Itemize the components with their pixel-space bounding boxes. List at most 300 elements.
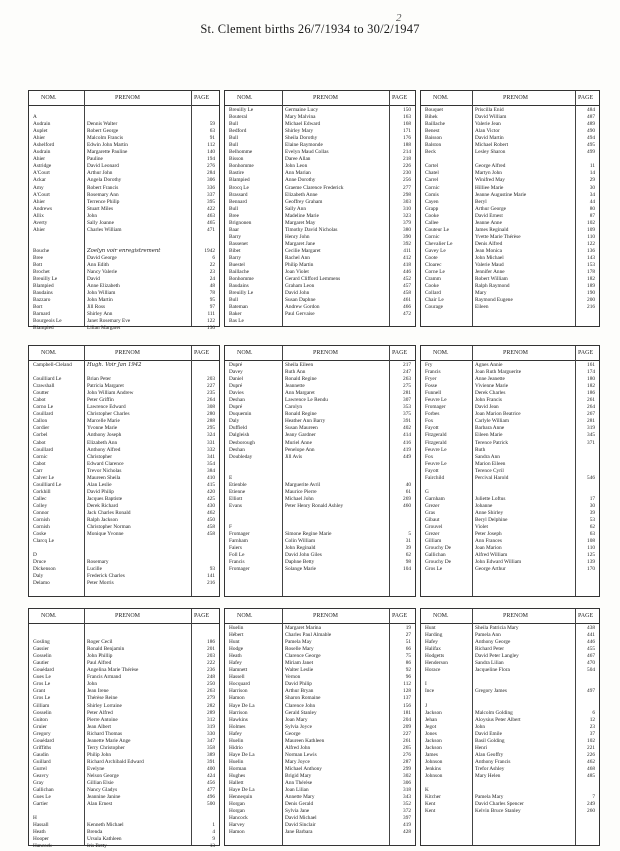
entry-cell: 410	[207, 474, 215, 481]
entry-cell: 194	[207, 156, 215, 163]
entry-cell: 109	[587, 226, 595, 233]
entry-cell	[33, 107, 83, 114]
entry-cell: 343	[403, 794, 411, 801]
entry-cell	[193, 107, 215, 114]
entry-cell: 222	[207, 660, 215, 667]
entry-cell: Annette Mary	[285, 794, 315, 801]
page-column	[577, 107, 595, 311]
entry-cell: 446	[403, 269, 411, 276]
column-header-prenom: PRENOM	[313, 95, 339, 101]
entry-cell: Deshan	[229, 397, 245, 404]
entry-cell: Farnham	[229, 538, 248, 545]
entry-cell: Margarette Pauline	[87, 149, 128, 156]
entry-cell	[475, 482, 577, 489]
entry-cell: 30	[589, 502, 595, 509]
entry-cell: Terry Christopher	[87, 744, 125, 751]
entry-cell: 217	[403, 362, 411, 368]
column-header-page: PAGE	[392, 95, 408, 101]
entry-cell: Sylvia Jane	[285, 808, 310, 815]
entry-cell: Graeme Clarence Frederick	[285, 184, 344, 191]
entry-cell: Jackson	[425, 709, 442, 716]
entry-cell: 458	[403, 290, 411, 297]
entry-cell: Huelin	[229, 625, 244, 631]
entry-cell: Aloysius Peter Albert	[475, 716, 521, 723]
entry-cell: 190	[587, 290, 595, 297]
entry-cell: Coutter	[33, 390, 49, 397]
entry-cell: 472	[403, 311, 411, 318]
entry-cell: Ashelford	[33, 142, 55, 149]
entry-cell: Brassard	[229, 191, 248, 198]
entry-cell: Jones	[425, 730, 437, 737]
entry-cell: Trevor Nicholas	[87, 467, 122, 474]
column-header-prenom: PRENOM	[115, 95, 141, 101]
entry-cell: Henderson	[425, 660, 448, 667]
entry-cell: Gues Le	[33, 794, 51, 801]
entry-cell: 303	[403, 198, 411, 205]
entry-cell: 419	[403, 446, 411, 453]
entry-cell: Valerie Maud	[475, 262, 504, 269]
entry-cell: Sandra Ann	[475, 453, 500, 460]
entry-cell: 261	[403, 737, 411, 744]
column-header-row	[421, 346, 599, 361]
entry-cell: Ronald Regine	[285, 411, 317, 418]
entry-cell: Cortel	[425, 163, 439, 170]
entry-cell	[391, 510, 411, 517]
entry-cell: Connor	[33, 509, 49, 516]
entry-cell: 477	[207, 787, 215, 794]
entry-cell: Cabot	[33, 439, 46, 446]
entry-cell: 93	[209, 566, 215, 573]
entry-cell: Gros Le	[425, 566, 443, 573]
column-header-page: PAGE	[578, 350, 594, 356]
entry-cell: Johnson	[425, 772, 443, 779]
entry-cell: 281	[403, 390, 411, 397]
entry-cell: Corno Le	[33, 404, 54, 411]
entry-cell: David Charles Spencer	[475, 801, 524, 808]
entry-cell: Alfred John	[285, 744, 311, 751]
entry-cell: Percival Harold	[475, 474, 509, 481]
entry-cell: Andrews	[33, 205, 53, 212]
entry-cell: Vernon	[285, 674, 301, 681]
entry-cell: Ruth Ann	[285, 369, 306, 376]
column-header-row	[225, 91, 415, 106]
entry-cell	[87, 808, 191, 815]
entry-cell: Fayott	[425, 467, 439, 474]
entry-cell: Gues Le	[33, 674, 51, 681]
register-section	[28, 90, 220, 332]
entry-cell: John Edward William	[475, 559, 522, 566]
entry-cell: Grouchy De	[425, 559, 452, 566]
entry-cell: Ronald Benjamin	[87, 646, 125, 653]
entry-cell: Ahier	[33, 135, 46, 142]
entry-cell: 275	[403, 383, 411, 390]
entry-cell	[87, 625, 191, 632]
entry-cell	[391, 475, 411, 482]
entry-cell: John Phillip	[87, 653, 113, 660]
entry-cell: 458	[207, 524, 215, 531]
entry-cell: Hooper	[33, 836, 49, 843]
entry-cell: Agnes Annie	[475, 362, 503, 368]
entry-cell: 485	[587, 772, 595, 779]
entry-cell: Robert Francis	[87, 184, 119, 191]
entry-cell: 6	[212, 254, 215, 261]
entry-cell: Thérèse Reine	[87, 695, 118, 702]
entry-cell: 201	[207, 646, 215, 653]
entry-cell: David George	[87, 254, 117, 261]
entry-cell: Fayott	[425, 425, 439, 432]
entry-cell	[229, 461, 281, 468]
entry-cell: Chatel	[425, 170, 439, 177]
entry-cell: Couillard	[33, 446, 54, 453]
entry-cell: Kent	[425, 801, 436, 808]
entry-cell	[391, 517, 411, 524]
entry-cell: Auplet	[33, 128, 48, 135]
entry-cell: 23	[209, 269, 215, 276]
entry-cell: Peter Morris	[87, 580, 114, 587]
entry-cell: 44	[589, 198, 595, 205]
entry-cell: 249	[587, 801, 595, 808]
entry-cell: Hamon	[229, 829, 245, 836]
entry-cell: Jacques Baptiste	[87, 495, 123, 502]
entry-cell: Colley	[33, 502, 48, 509]
entry-cell: Arthur George	[475, 205, 506, 212]
entry-cell: 392	[403, 240, 411, 247]
entry-cell: 150	[403, 107, 411, 113]
entry-cell	[577, 703, 595, 710]
entry-cell: Richard Thomas	[87, 730, 123, 737]
entry-cell	[193, 815, 215, 822]
entry-cell: 78	[209, 290, 215, 297]
entry-cell: Harrison	[229, 709, 248, 716]
entry-cell: Brocq Le	[229, 184, 249, 191]
entry-cell: John	[87, 681, 98, 688]
entry-cell: Anthony George	[475, 639, 511, 646]
entry-cell: Clarence George	[285, 653, 321, 660]
entry-cell: Bateman	[229, 304, 248, 311]
entry-cell	[577, 482, 595, 489]
entry-cell: David Sinclair	[285, 822, 316, 829]
entry-cell: 62	[589, 524, 595, 531]
entry-cell: Christopher	[87, 453, 113, 460]
entry-cell: Muriel Anne	[285, 439, 312, 446]
entry-cell: Sharon Romaine	[285, 695, 321, 702]
column-header-prenom: PRENOM	[503, 613, 529, 619]
entry-cell: Bott	[33, 262, 43, 269]
entry-cell: 330	[207, 730, 215, 737]
entry-cell: 5	[408, 531, 411, 538]
entry-cell: 122	[587, 240, 595, 247]
entry-cell: 287	[403, 758, 411, 765]
column-header-nom: NOM.	[41, 350, 57, 356]
entry-cell: Monique Yvonne	[87, 531, 124, 538]
column-divider	[84, 346, 85, 596]
entry-cell: Timothy David Nicholas	[285, 226, 338, 233]
entry-cell	[475, 489, 577, 496]
entry-cell: Lawrence Le Rendu	[285, 397, 328, 404]
entry-cell: 214	[403, 149, 411, 156]
entry-cell: Faiers	[229, 545, 242, 552]
entry-cell: Lilian Margaret	[87, 325, 121, 332]
entry-cell: Gurrel	[33, 765, 47, 772]
entry-cell: Christopher Charles	[87, 411, 130, 418]
entry-cell: Harvey	[229, 822, 245, 829]
entry-cell: Bennard	[229, 198, 247, 205]
column-header-prenom: PRENOM	[313, 350, 339, 356]
entry-cell: Bibet	[229, 247, 241, 254]
entry-cell: Edward Clarence	[87, 460, 124, 467]
entry-cell: David John	[285, 290, 310, 297]
entry-cell: Peter Griffin	[87, 397, 114, 404]
entry-cell: Kenneth Michael	[87, 822, 124, 829]
entry-cell: Mary Helen	[475, 772, 501, 779]
entry-cell: 457	[403, 283, 411, 290]
entry-cell: 337	[207, 191, 215, 198]
entry-cell: 504	[587, 667, 595, 674]
entry-cell: 227	[207, 383, 215, 390]
entry-cell: Gilliam	[425, 538, 442, 545]
entry-cell: Pauline	[87, 156, 103, 163]
entry-cell: Terrence Philip	[87, 198, 120, 205]
nom-column	[33, 362, 83, 588]
register-section	[28, 608, 220, 850]
entry-cell: Ann Thérèse	[285, 780, 313, 787]
entry-cell: Chevalier Le	[425, 240, 453, 247]
column-header-page: PAGE	[392, 613, 408, 619]
entry-cell: John	[475, 723, 486, 730]
entry-cell: Pamela May	[285, 639, 312, 646]
entry-cell: 230	[403, 170, 411, 177]
entry-cell: Susan Maureen	[285, 425, 318, 432]
entry-cell: Coote	[425, 254, 438, 261]
entry-cell: Kitcher	[425, 794, 441, 801]
entry-cell: Brian Peter	[87, 376, 111, 383]
entry-cell: Sheila Patricia Mary	[475, 625, 519, 631]
entry-cell: Janet Rosemary Eve	[87, 318, 131, 325]
entry-cell: Beryl	[475, 198, 487, 205]
entry-cell: Daphne Betty	[285, 559, 315, 566]
entry-cell	[229, 517, 281, 524]
entry-cell: Marcelle Marie	[87, 418, 120, 425]
entry-cell: 312	[207, 716, 215, 723]
entry-cell: 95	[209, 297, 215, 304]
column-header-page: PAGE	[578, 613, 594, 619]
entry-cell: Penelope Ann	[285, 446, 315, 453]
entry-cell: Angelina Marie Thérèse	[87, 667, 139, 674]
entry-cell: Patricia Margaret	[87, 383, 124, 390]
entry-cell: Davey	[229, 369, 243, 376]
entry-cell	[577, 454, 595, 461]
entry-cell: Hassall	[33, 822, 49, 829]
entry-cell: 263	[403, 376, 411, 383]
entry-cell: 170	[587, 566, 595, 573]
column-divider	[282, 609, 283, 845]
entry-cell: Griffiths	[33, 744, 52, 751]
nom-column	[229, 107, 281, 325]
entry-cell: Malcolm Golding	[475, 709, 513, 716]
entry-cell: Horace	[425, 667, 441, 674]
entry-cell: Hafey	[229, 660, 242, 667]
entry-cell: Barbara Anne	[475, 425, 505, 432]
entry-cell: 29	[589, 177, 595, 184]
entry-cell: F	[229, 524, 232, 531]
entry-cell: Doubleday	[229, 453, 253, 460]
entry-cell: Ursula Kathleen	[87, 836, 122, 843]
entry-cell: Bisson	[229, 156, 244, 163]
entry-cell: 462	[207, 509, 215, 516]
entry-cell: Couilliard Le	[33, 376, 62, 383]
entry-cell: Ruth	[475, 446, 486, 453]
entry-cell: Chair Le	[425, 297, 444, 304]
entry-cell: 31	[405, 538, 411, 545]
entry-cell: 39	[589, 509, 595, 516]
entry-cell: Bouquet	[425, 107, 443, 113]
entry-cell: Huelin	[229, 737, 244, 744]
entry-cell: George	[285, 730, 301, 737]
entry-cell: Nancy Gladys	[87, 787, 118, 794]
entry-cell: Rachel Ann	[285, 254, 310, 261]
entry-cell: John Martin	[87, 297, 113, 304]
entry-cell: Fitzgerald	[425, 439, 447, 446]
entry-cell: David Leonard	[87, 163, 119, 170]
entry-cell: 419	[403, 822, 411, 829]
page-column	[577, 362, 595, 573]
entry-cell: Astridge	[33, 163, 52, 170]
entry-cell: Solange Marie	[285, 566, 317, 573]
entry-cell: 182	[587, 383, 595, 390]
entry-cell: 181	[403, 709, 411, 716]
entry-cell: 308	[207, 404, 215, 411]
entry-cell: Cabot	[33, 460, 46, 467]
entry-cell	[577, 695, 595, 702]
entry-cell: Pamela Mary	[475, 794, 504, 801]
entry-cell: 420	[207, 488, 215, 495]
entry-cell: Buestel	[229, 262, 245, 269]
entry-cell: 465	[207, 219, 215, 226]
entry-cell: 289	[207, 709, 215, 716]
entry-cell: Anthony Francis	[475, 758, 511, 765]
entry-cell: Carrel	[425, 177, 439, 184]
entry-cell: 471	[207, 226, 215, 233]
entry-cell: Raymond Eugene	[475, 297, 513, 304]
entry-cell	[475, 703, 577, 710]
entry-cell: Daly	[33, 573, 44, 580]
prenom-column	[87, 107, 191, 333]
entry-cell: Bonhomme	[229, 163, 254, 170]
entry-cell: 279	[207, 695, 215, 702]
entry-cell: Eileen	[475, 304, 489, 311]
nom-column	[425, 625, 473, 815]
entry-cell: Alan Victor	[475, 128, 500, 135]
entry-cell: Denis Gerald	[285, 801, 314, 808]
entry-cell: Feuvre Le	[425, 460, 447, 467]
page-column	[193, 362, 215, 588]
entry-cell: 265	[403, 744, 411, 751]
entry-cell: Balston	[425, 142, 442, 149]
entry-cell: 397	[403, 815, 411, 822]
entry-cell: Sandra Lilian	[475, 660, 504, 667]
entry-cell: Bull	[229, 142, 239, 149]
entry-cell: 332	[207, 446, 215, 453]
entry-cell: 30	[589, 184, 595, 191]
entry-cell: Grezer	[425, 531, 440, 538]
entry-cell: Margaret Marina	[285, 625, 321, 631]
entry-cell: David Philip	[87, 488, 114, 495]
entry-cell: Dupré	[229, 362, 243, 368]
entry-cell: Bihek	[425, 114, 438, 121]
entry-cell: 391	[403, 418, 411, 425]
entry-cell: 227	[403, 730, 411, 737]
entry-cell: 487	[587, 114, 595, 121]
entry-cell: Delamo	[33, 580, 50, 587]
entry-cell: 96	[405, 674, 411, 681]
entry-cell: 411	[403, 247, 411, 254]
entry-cell: Baillache	[425, 121, 446, 128]
entry-cell: Callee	[425, 219, 439, 226]
entry-cell: 186	[587, 390, 595, 397]
entry-cell: Maureen Kathleen	[285, 737, 325, 744]
entry-cell: A	[33, 114, 37, 121]
entry-cell: 416	[403, 439, 411, 446]
entry-cell: 17	[589, 495, 595, 502]
entry-cell: Heath	[229, 653, 242, 660]
entry-cell: Henry John	[285, 233, 310, 240]
entry-cell: Ann Margaret	[285, 390, 315, 397]
entry-cell: 389	[207, 751, 215, 758]
column-header-prenom: PRENOM	[115, 350, 141, 356]
entry-cell: Bree	[33, 254, 43, 261]
entry-cell: Barnard	[33, 311, 51, 318]
entry-cell	[193, 632, 215, 639]
entry-cell: Cornish	[33, 524, 50, 531]
entry-cell: Ralph Raymond	[475, 283, 510, 290]
entry-cell: 75	[405, 653, 411, 660]
entry-cell: George Alfred	[475, 163, 506, 170]
entry-cell: Philip Martin	[285, 262, 314, 269]
entry-cell: Alan Geoffry	[475, 751, 504, 758]
entry-cell: Fitzgerald	[425, 432, 447, 439]
entry-cell: 48	[209, 283, 215, 290]
entry-cell: 260	[587, 808, 595, 815]
entry-cell: 276	[207, 163, 215, 170]
entry-cell	[577, 780, 595, 787]
entry-cell: Norman Lewis	[285, 751, 317, 758]
entry-cell: Huelin	[229, 758, 244, 765]
entry-cell: Daniel	[229, 376, 244, 383]
entry-cell: 295	[207, 425, 215, 432]
entry-cell: Bourgeois Le	[33, 318, 62, 325]
entry-cell: Margaret Jane	[285, 240, 316, 247]
entry-cell: Garnham	[425, 495, 445, 502]
entry-cell: 141	[207, 573, 215, 580]
entry-cell: 345	[587, 432, 595, 439]
entry-cell: Basil Golding	[475, 737, 505, 744]
entry-cell: 130	[207, 325, 215, 332]
entry-cell: 430	[207, 502, 215, 509]
entry-cell: Audrain	[33, 149, 51, 156]
entry-cell: 6	[592, 709, 595, 716]
entry-cell: Fryer	[425, 376, 437, 383]
entry-cell: Cooke	[425, 212, 439, 219]
column-header-nom: NOM.	[41, 613, 57, 619]
entry-cell: Couteur Le	[425, 226, 449, 233]
entry-cell: Jean Monica	[475, 247, 502, 254]
column-divider	[191, 609, 192, 845]
entry-cell: Barry	[229, 254, 242, 261]
entry-cell: Mary	[475, 290, 487, 297]
entry-cell: Miriam Janet	[285, 660, 314, 667]
entry-cell: Fromager	[229, 531, 250, 538]
entry-cell: Geoffrey Graham	[285, 198, 323, 205]
